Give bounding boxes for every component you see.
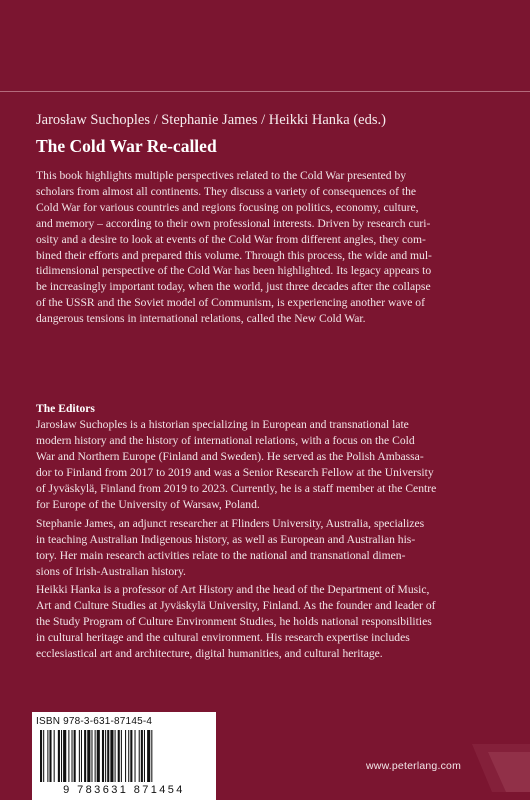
editor-bio-suchoples [36,417,498,512]
barcode-bar [63,730,66,782]
barcode-bar [110,730,113,782]
barcode-bar [128,730,129,782]
bio-line: Stephanie James, an adjunct researcher at Flinders University, Australia, specializes [36,517,425,530]
editors-line: Jarosław Suchoples / Stephanie James / Heikki Hanka (eds.) [36,112,386,128]
barcode-bar [49,730,51,782]
barcode-bar [81,730,82,782]
bio-line: War and Northern Europe (Finland and Sweden). He served as the Polish Ambassa- [36,449,424,463]
description-line: tidimensional perspective of the Cold War has been highlighted. Its legacy appears to [36,264,432,278]
barcode-bar [58,730,60,782]
bio-line: in cultural heritage and the cultural environment. His research expertise includes [36,630,410,644]
barcode-bar [61,730,62,782]
bio-line: Jarosław Suchoples is a historian specializing in European and transnational late [36,418,409,431]
barcode-bar [144,730,145,782]
description-line: bined their efforts and prepared this volume. Through this process, the wide and mul- [36,248,432,262]
barcode-bar [91,730,92,782]
bio-line: dor to Finland from 2017 to 2019 and was a Senior Research Fellow at the University [36,465,434,479]
editors-heading: The Editors [36,402,95,415]
description-line: osity and a desire to look at events of the Cold War from different angles, they com- [36,232,426,246]
barcode-bar [118,730,120,782]
barcode-bar [79,730,80,782]
barcode-bar [84,730,86,782]
bio-line: tory. Her main research activities relate to the national and transnational dimen- [36,548,406,562]
barcode-bar [125,730,126,782]
barcode-bar [43,730,44,782]
isbn-label: ISBN 978-3-631-87145-4 [36,716,153,727]
bio-line: Heikki Hanka is a professor of Art History and the head of the Department of Music, [36,583,430,596]
bio-line: in teaching Australian Indigenous history, as well as European and Australian his- [36,532,416,546]
description-line: of the USSR and the Soviet model of Communism, is experiencing another wave of [36,296,425,310]
editor-bio-james [36,516,498,580]
description-line: scholars from almost all continents. They discuss a variety of consequences of the [36,184,417,198]
barcode-bar [47,730,48,782]
bio-line: ecclesiastical art and architecture, digital humanities, and cultural heritage. [36,646,383,660]
description-line: This book highlights multiple perspectives related to the Cold War presented by [36,169,407,182]
barcode-bar [97,730,100,782]
description-line: be increasingly important today, when the world, just three decades after the collapse [36,280,431,294]
bio-line: Art and Culture Studies at Jyväskylä University, Finland. As the founder and leader of [36,598,436,612]
description-line: dangerous tensions in international relations, called the New Cold War. [36,312,366,326]
isbn-barcode [32,712,216,800]
barcode-bar [147,730,150,782]
barcode-bar [102,730,104,782]
editor-bio-hanka [36,582,498,662]
book-description [36,168,498,327]
barcode-bar [135,730,136,782]
barcode-bar [139,730,140,782]
publisher-logo-icon [462,744,530,792]
ean-digits: 9 783631 871454 [63,784,185,796]
barcode-bar [105,730,106,782]
bio-line: of Jyväskylä, Finland from 2019 to 2023. Currently, he is a staff member at the Centre [36,481,437,495]
barcode-bar [151,730,152,782]
barcode-bar [115,730,116,782]
bio-line: sions of Irish-Australian history. [36,564,186,578]
barcode-bar [130,730,132,782]
bio-line: for Europe of the University of Warsaw, Poland. [36,497,260,511]
publisher-url: www.peterlang.com [366,760,462,772]
barcode-bar [74,730,76,782]
description-line: Cold War for various countries and regions focusing on politics, economy, culture, [36,200,419,214]
barcode-bar [121,730,122,782]
top-divider [0,91,530,92]
barcode-bar [54,730,55,782]
barcode-bar [141,730,143,782]
bio-line: modern history and the history of international relations, with a focus on the Cold [36,433,415,447]
barcode-bar [40,730,42,782]
bio-line: the Study Program of Culture Environment Studies, he holds national responsibilities [36,614,432,628]
description-line: and memory – according to their own professional interests. Driven by research curi- [36,216,431,230]
barcode-bar [87,730,90,782]
barcode-bar [107,730,109,782]
barcode-bars [40,730,206,782]
book-title: The Cold War Re-called [36,136,217,156]
barcode-bar [68,730,69,782]
barcode-bar [95,730,96,782]
barcode-bar [72,730,73,782]
